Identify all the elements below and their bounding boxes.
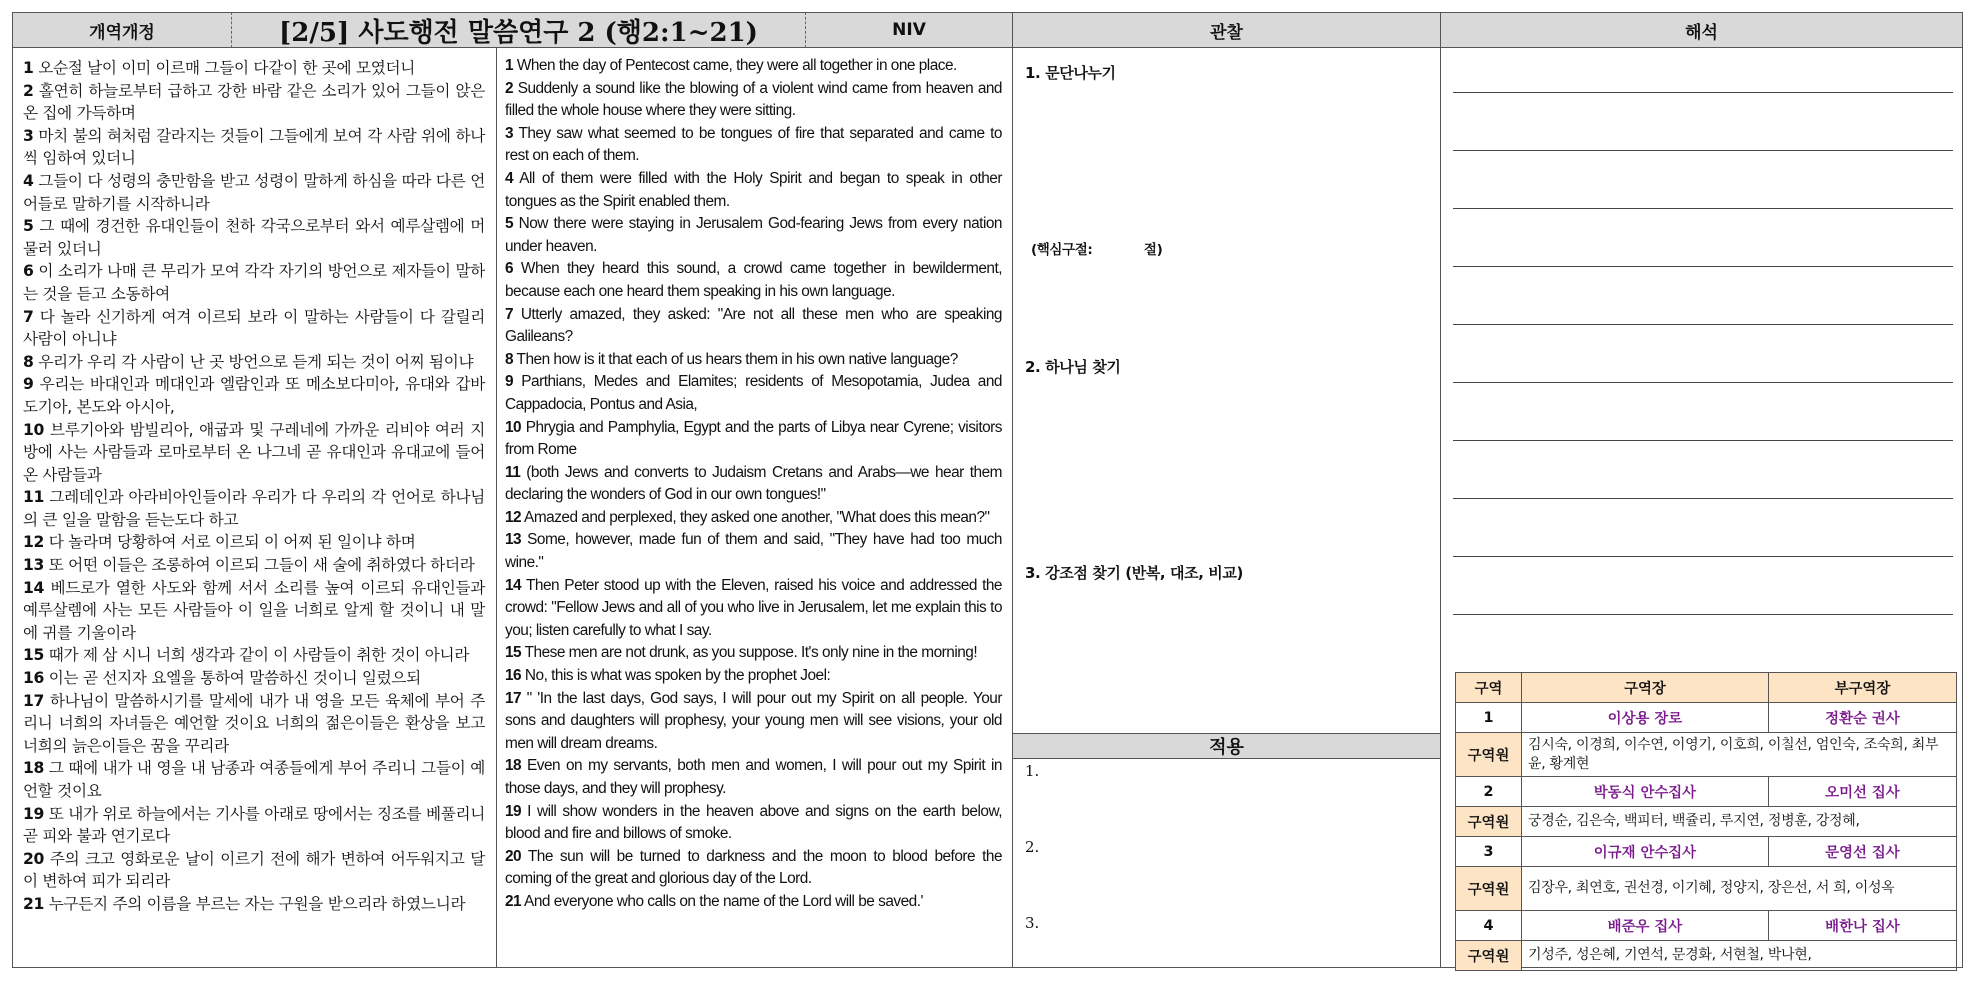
verse <box>505 891 1002 914</box>
verse-text: 우리가 우리 각 사람이 난 곳 방언으로 듣게 되는 것이 어찌 됨이냐 <box>33 352 474 371</box>
niv-label: NIV <box>892 20 926 40</box>
verse <box>23 554 485 577</box>
verse-text: (both Jews and converts to Judaism Cretans and Arabs—we hear them declaring the wonders of God in our own tongues!" <box>505 463 1002 504</box>
verse <box>23 667 485 690</box>
verse-text: Suddenly a sound like the blowing of a violent wind came from heaven and filled the whole house where they were sitting. <box>505 79 1002 120</box>
verse <box>505 349 1002 372</box>
verse-text: 베드로가 열한 사도와 함께 서서 소리를 높여 이르되 유대인들과 예루살렘에 사는 모든 사람들아 이 일을 너희로 알게 할 것이니 내 말에 귀를 기울이라 <box>23 578 485 642</box>
members-label: 구역원 <box>1456 941 1522 971</box>
verse <box>505 304 1002 349</box>
verse-number: 17 <box>23 691 45 710</box>
group-members-row <box>1456 807 1957 837</box>
verse-text: I will show wonders in the heaven above and signs on the earth below, blood and fire and billows of smoke. <box>505 802 1002 843</box>
verse-text: They saw what seemed to be tongues of fire that separated and came to rest on each of them. <box>505 124 1002 165</box>
group-members-row <box>1456 867 1957 911</box>
verse <box>505 123 1002 168</box>
group-table <box>1455 672 1957 971</box>
group-leader: 이규재 안수집사 <box>1522 837 1769 867</box>
application-item-3: 3. <box>1025 914 1040 932</box>
verse-number: 13 <box>23 556 45 575</box>
verse-text: " 'In the last days, God says, I will pour out my Spirit on all people. Your sons and daughters will prophesy, your young men will see visions, your old men will dream dreams. <box>505 689 1002 752</box>
verse <box>23 757 485 802</box>
verse <box>505 417 1002 462</box>
verse <box>23 531 485 554</box>
niv-verses <box>505 55 1002 914</box>
writing-line <box>1453 556 1953 557</box>
verse-text: 우리는 바대인과 메대인과 엘람인과 또 메소보다미아, 유대와 갑바도기아, 본도와 아시아, <box>23 375 485 416</box>
verse-number: 6 <box>505 260 514 278</box>
writing-line <box>1453 208 1953 209</box>
verse-number: 12 <box>505 508 522 526</box>
page-title-text: [2/5] 사도행전 말씀연구 2 (행2:1~21) <box>279 17 758 48</box>
niv-text-column <box>496 48 1013 968</box>
version-label: 개역개정 <box>89 22 155 43</box>
verse-number: 16 <box>505 667 522 685</box>
verse-number: 17 <box>505 689 522 707</box>
application-header <box>1012 733 1441 759</box>
observation-label: 관찰 <box>1210 22 1243 43</box>
verse-number: 3 <box>505 124 514 142</box>
group-members: 기성주, 성은혜, 기연석, 문경화, 서현철, 박나현, <box>1522 941 1957 971</box>
verse-number: 2 <box>23 81 34 100</box>
verse-text: And everyone who calls on the name of the Lord will be saved.' <box>521 892 923 910</box>
verse-number: 15 <box>23 646 45 665</box>
col-header-leader: 구역장 <box>1522 673 1769 703</box>
verse-number: 14 <box>505 576 522 594</box>
writing-line <box>1453 382 1953 383</box>
col-header-group: 구역 <box>1456 673 1522 703</box>
group-leader: 박동식 안수집사 <box>1522 777 1769 807</box>
verse <box>505 55 1002 78</box>
group-row <box>1456 703 1957 733</box>
verse-number: 21 <box>505 892 522 910</box>
verse-text: 주의 크고 영화로운 날이 이르기 전에 해가 변하여 어두워지고 달이 변하여 피가 되리라 <box>23 849 485 891</box>
verse-text: 때가 제 삼 시니 너희 생각과 같이 이 사람들이 취한 것이 아니라 <box>44 646 470 665</box>
verse-number: 9 <box>23 375 34 394</box>
verse-number: 19 <box>23 804 45 823</box>
verse-number: 2 <box>505 79 514 97</box>
writing-line <box>1453 92 1953 93</box>
verse <box>505 665 1002 688</box>
verse <box>505 168 1002 213</box>
verse-number: 10 <box>505 418 522 436</box>
verse-text: Some, however, made fun of them and said, "They have had too much wine." <box>505 531 1002 572</box>
verse <box>505 529 1002 574</box>
members-label: 구역원 <box>1456 867 1522 911</box>
verse <box>23 57 485 80</box>
verse-number: 14 <box>23 578 45 597</box>
interpretation-label: 해석 <box>1685 22 1718 43</box>
verse-text: 이는 곧 선지자 요엘을 통하여 말씀하신 것이니 일렀으되 <box>44 669 421 688</box>
verse-number: 1 <box>505 57 514 74</box>
writing-line <box>1453 440 1953 441</box>
writing-line <box>1453 324 1953 325</box>
group-sub-leader: 오미선 집사 <box>1768 777 1956 807</box>
group-members-row <box>1456 733 1957 777</box>
verse <box>505 575 1002 643</box>
verse-number: 18 <box>505 757 522 775</box>
verse <box>505 642 1002 665</box>
verse-text: Amazed and perplexed, they asked one another, "What does this mean?" <box>521 508 990 526</box>
verse-text: 그들이 다 성령의 충만함을 받고 성령이 말하게 하심을 따라 다른 언어들로 말하기를 시작하니라 <box>23 171 485 213</box>
verse-text: The sun will be turned to darkness and the moon to blood before the coming of the great and glorious day of the Lord. <box>505 847 1002 888</box>
members-label: 구역원 <box>1456 807 1522 837</box>
verse-number: 12 <box>23 533 45 552</box>
verse-number: 16 <box>23 669 45 688</box>
verse-text: 오순절 날이 이미 이르매 그들이 다같이 한 곳에 모였더니 <box>33 59 416 77</box>
verse-text: 하나님이 말씀하시기를 말세에 내가 내 영을 모든 육체에 부어 주리니 너희의 자녀들은 예언할 것이요 너희의 젊은이들은 환상을 보고 너희의 늙은이들은 꿈을 꾸리라 <box>23 691 485 755</box>
verse-number: 4 <box>23 171 34 190</box>
verse-number: 10 <box>23 420 45 439</box>
verse <box>505 801 1002 846</box>
group-number: 4 <box>1456 911 1522 941</box>
verse <box>23 125 485 170</box>
verse-text: Now there were staying in Jerusalem God-fearing Jews from every nation under heaven. <box>505 215 1002 255</box>
group-sub-leader: 정환순 권사 <box>1768 703 1956 733</box>
group-leader: 이상용 장로 <box>1522 703 1769 733</box>
verse <box>23 577 485 645</box>
group-sub-leader: 문영선 집사 <box>1768 837 1956 867</box>
verse-text: 홀연히 하늘로부터 급하고 강한 바람 같은 소리가 있어 그들이 앉은 온 집에 가득하며 <box>23 81 485 123</box>
group-members: 궁경순, 김은숙, 백피터, 백쥴리, 루지연, 정병훈, 강정혜, <box>1522 807 1957 837</box>
verse <box>23 419 485 487</box>
verse-number: 5 <box>505 215 514 233</box>
verse-number: 7 <box>505 305 514 323</box>
korean-verses <box>23 57 485 916</box>
group-row <box>1456 777 1957 807</box>
verse-text: These men are not drunk, as you suppose. It's only nine in the morning! <box>521 644 978 662</box>
group-leader: 배준우 집사 <box>1522 911 1769 941</box>
group-number: 1 <box>1456 703 1522 733</box>
application-label: 적용 <box>1209 737 1244 758</box>
verse <box>505 755 1002 800</box>
observation-section-1: 1. 문단나누기 <box>1025 64 1116 82</box>
writing-line <box>1453 266 1953 267</box>
verse <box>505 258 1002 303</box>
observation-header <box>1012 12 1441 48</box>
verse <box>505 462 1002 507</box>
verse-text: No, this is what was spoken by the prophet Joel: <box>521 667 831 685</box>
verse-number: 6 <box>23 262 34 281</box>
verse-number: 18 <box>23 759 45 778</box>
verse <box>23 893 485 916</box>
observation-column <box>1012 48 1441 968</box>
verse-text: Utterly amazed, they asked: "Are not all these men who are speaking Galileans? <box>505 305 1002 346</box>
verse-number: 4 <box>505 169 514 187</box>
verse-number: 15 <box>505 644 522 662</box>
group-table-header <box>1456 673 1957 703</box>
verse-text: 그 때에 내가 내 영을 내 남종과 여종들에게 부어 주리니 그들이 예언할 것이요 <box>23 759 485 800</box>
writing-line <box>1453 614 1953 615</box>
application-item-2: 2. <box>1025 838 1040 856</box>
group-row <box>1456 911 1957 941</box>
verse <box>23 260 485 305</box>
verse-text: 브루기아와 밤빌리아, 애굽과 및 구레네에 가까운 리비야 여러 지방에 사는 사람들과 로마로부터 온 나그네 곧 유대인과 유대교에 들어온 사람들과 <box>23 420 485 484</box>
group-number: 3 <box>1456 837 1522 867</box>
col-header-sub-leader: 부구역장 <box>1768 673 1956 703</box>
group-number: 2 <box>1456 777 1522 807</box>
verse-text: 마치 불의 혀처럼 갈라지는 것들이 그들에게 보여 각 사람 위에 하나씩 임하여 있더니 <box>23 126 485 168</box>
korean-text-column <box>12 48 497 968</box>
verse-text: 다 놀라 신기하게 여겨 이르되 보라 이 말하는 사람들이 다 갈릴리 사람이 아니냐 <box>23 307 485 349</box>
verse-text: Phrygia and Pamphylia, Egypt and the parts of Libya near Cyrene; visitors from Rome <box>505 418 1002 459</box>
verse-text: 다 놀라며 당황하여 서로 이르되 이 어찌 된 일이냐 하며 <box>44 533 416 552</box>
verse-number: 8 <box>23 352 34 371</box>
verse-number: 1 <box>23 59 34 77</box>
verse <box>23 848 485 893</box>
niv-header <box>805 12 1013 48</box>
members-label: 구역원 <box>1456 733 1522 777</box>
group-members-row <box>1456 941 1957 971</box>
group-sub-leader: 배한나 집사 <box>1768 911 1956 941</box>
verse <box>23 690 485 758</box>
verse-number: 9 <box>505 373 514 391</box>
key-verse-label: (핵심구절: 절) <box>1031 242 1163 258</box>
verse-number: 11 <box>23 488 45 507</box>
verse <box>505 846 1002 891</box>
group-members: 김장우, 최연호, 권선경, 이기혜, 정양지, 장은선, 서 희, 이성옥 <box>1522 867 1957 911</box>
group-row <box>1456 837 1957 867</box>
verse-text: 누구든지 주의 이름을 부르는 자는 구원을 받으리라 하였느니라 <box>44 894 466 913</box>
version-header <box>12 12 232 48</box>
verse-text: 그레데인과 아라비아인들이라 우리가 다 우리의 각 언어로 하나님의 큰 일을 말함을 듣는도다 하고 <box>23 488 485 529</box>
verse-number: 20 <box>505 847 522 865</box>
verse <box>505 78 1002 123</box>
verse-text: Then how is it that each of us hears them in his own native language? <box>513 350 958 368</box>
verse <box>505 213 1002 258</box>
verse-text: 또 어떤 이들은 조롱하여 이르되 그들이 새 술에 취하였다 하더라 <box>44 556 475 575</box>
verse <box>505 688 1002 756</box>
verse <box>23 644 485 667</box>
verse-text: Then Peter stood up with the Eleven, raised his voice and addressed the crowd: "Fellow Jews and all of you who live in Jerusalem, let me explain this to you; listen carefully to what I say. <box>505 576 1002 639</box>
page-title <box>231 12 806 48</box>
verse <box>23 80 485 125</box>
verse <box>23 373 485 418</box>
verse-text: All of them were filled with the Holy Spirit and began to speak in other tongues as the Spirit enabled them. <box>505 169 1002 210</box>
observation-section-2: 2. 하나님 찾기 <box>1025 358 1121 376</box>
verse-text: 또 내가 위로 하늘에서는 기사를 아래로 땅에서는 징조를 베풀리니 곧 피와 불과 연기로다 <box>23 804 485 846</box>
writing-line <box>1453 150 1953 151</box>
verse-text: 그 때에 경건한 유대인들이 천하 각국으로부터 와서 예루살렘에 머물러 있더니 <box>23 217 485 258</box>
writing-line <box>1453 498 1953 499</box>
verse-text: Parthians, Medes and Elamites; residents of Mesopotamia, Judea and Cappadocia, Pontus and Asia, <box>505 373 1002 413</box>
verse-number: 7 <box>23 307 34 326</box>
verse-number: 21 <box>23 894 45 913</box>
verse <box>23 306 485 351</box>
verse-number: 3 <box>23 126 34 145</box>
interpretation-header <box>1440 12 1963 48</box>
verse-number: 5 <box>23 217 34 236</box>
verse-number: 20 <box>23 849 45 868</box>
group-members: 김시숙, 이경희, 이수연, 이영기, 이호희, 이칠선, 엄인숙, 조숙희, 최부윤, 황계현 <box>1522 733 1957 777</box>
verse-text: When the day of Pentecost came, they were all together in one place. <box>513 57 957 74</box>
verse <box>23 486 485 531</box>
observation-section-3: 3. 강조점 찾기 (반복, 대조, 비교) <box>1025 564 1243 582</box>
verse <box>505 507 1002 530</box>
verse-number: 8 <box>505 350 514 368</box>
verse-number: 13 <box>505 531 522 549</box>
verse <box>23 215 485 260</box>
verse <box>505 371 1002 416</box>
verse-text: When they heard this sound, a crowd came together in bewilderment, because each one heard them speaking in his own language. <box>505 260 1002 300</box>
verse <box>23 170 485 215</box>
application-item-1: 1. <box>1025 762 1040 780</box>
verse-text: 이 소리가 나매 큰 무리가 모여 각각 자기의 방언으로 제자들이 말하는 것을 듣고 소동하여 <box>23 262 485 303</box>
verse <box>23 351 485 374</box>
verse <box>23 803 485 848</box>
verse-number: 11 <box>505 463 521 481</box>
verse-number: 19 <box>505 802 522 820</box>
verse-text: Even on my servants, both men and women, I will pour out my Spirit in those days, and they will prophesy. <box>505 757 1002 797</box>
